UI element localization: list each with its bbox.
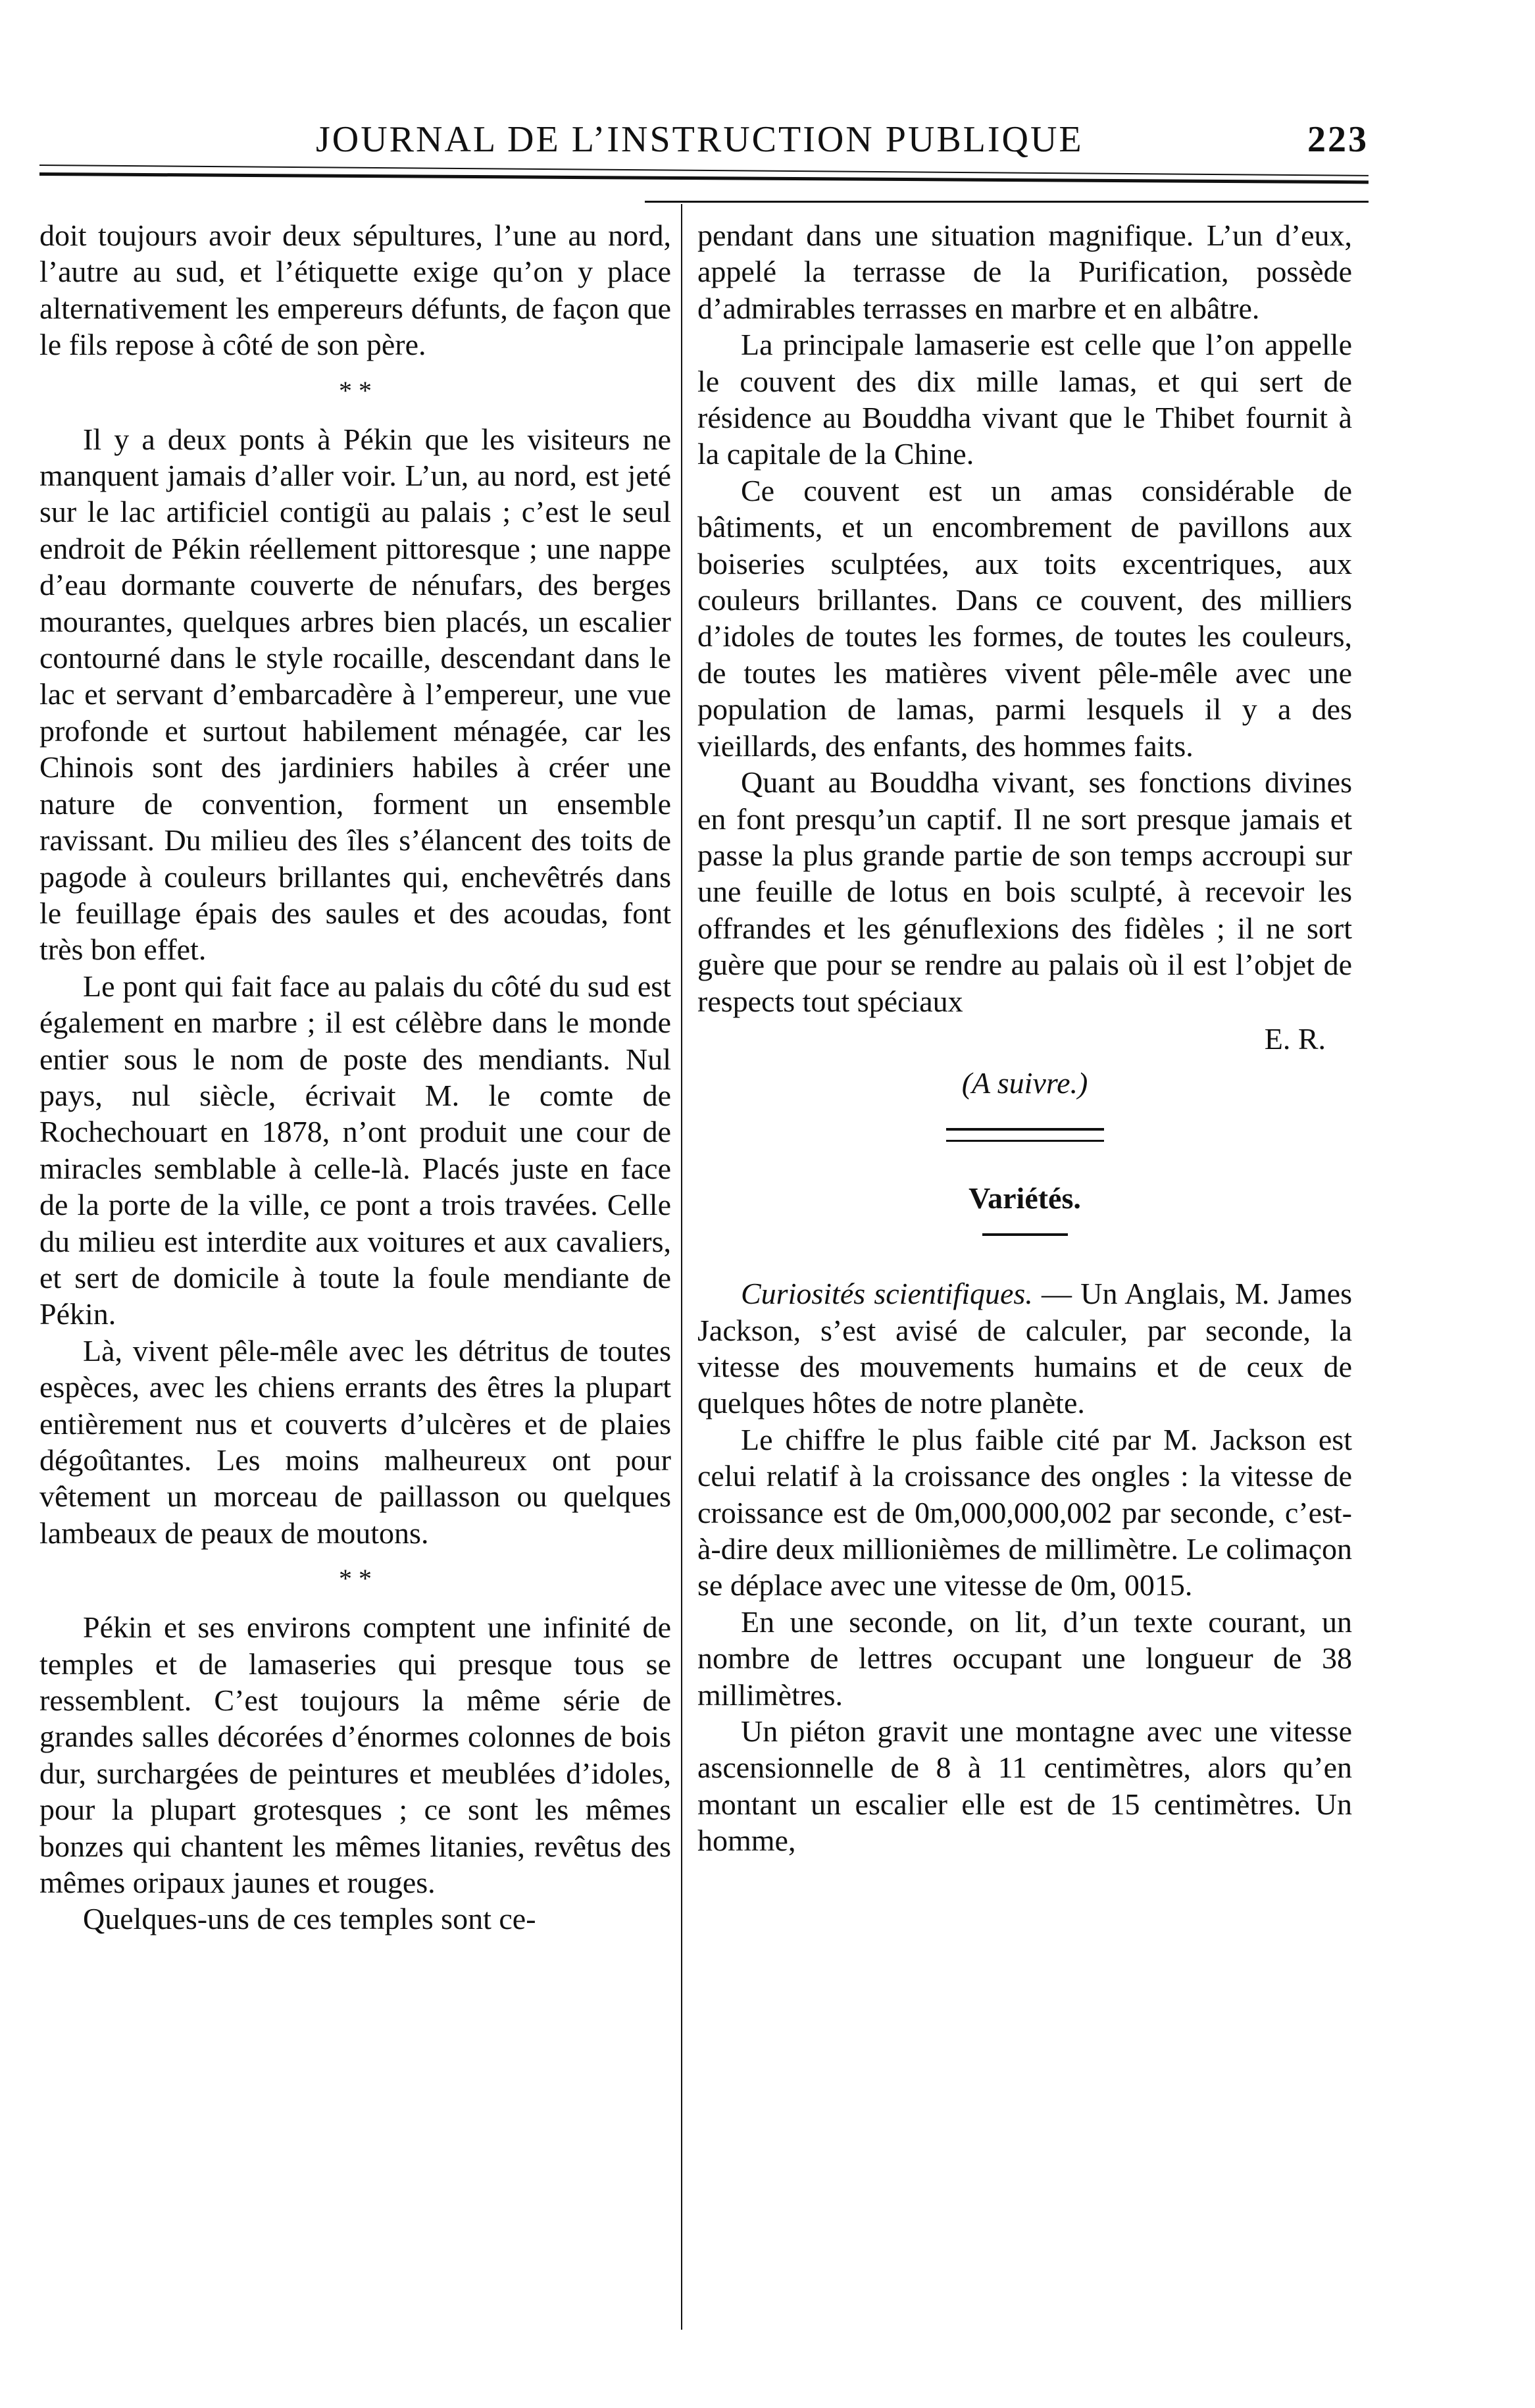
left-paragraph-4: Là, vivent pêle-mêle avec les détritus de toutes espèces, avec les chiens errants des êtres la plupart entièrement nus et couverts d’ulcères et de plaies dégoûtantes. Les moins malheureux ont pour vêtement un morceau de paillasson ou quelques lambeaux de peaux de moutons. — [39, 1333, 671, 1550]
header-rule-bottom — [645, 201, 1369, 203]
left-paragraph-5: Pékin et ses environs comptent une infinité de temples et de lamaseries qui presque tous se ressemblent. C’est toujours la même série de grandes salles décorées d’énormes colonnes de bois dur, surchargées de peintures et meublées d’idoles, pour la plupart grotesques ; ce sont les mêmes bonzes qui chantent les mêmes litanies, revêtus des mêmes oripaux jaunes et rouges. — [39, 1610, 671, 1900]
right-paragraph-3: Ce couvent est un amas considérable de bâtiments, et un encombrement de pavillons aux boiseries sculptées, aux toits excentriques, aux couleurs brillantes. Dans ce couvent, des milliers d’idoles de toutes les formes, de toutes les couleurs, de toutes les matières vivent pêle-mêle avec une population de lamas, parmi lesquels il y a des vieillards, des enfants, des hommes faits. — [697, 473, 1352, 763]
short-rule — [982, 1233, 1068, 1236]
right-paragraph-2: La principale lamaserie est celle que l’on appelle le couvent des dix mille lamas, et qui sert de résidence au Bouddha vivant que le Thibet fournit à la capitale de la Chine. — [697, 328, 1352, 471]
left-paragraph-6: Quelques-uns de ces temples sont ce- — [83, 1902, 536, 1936]
column-divider — [681, 204, 682, 2330]
section-title: Variétés. — [969, 1181, 1081, 1215]
right-paragraph-8: Un piéton gravit une montagne avec une vitesse ascensionnelle de 8 à 11 centimètres, alors qu’en montant un escalier elle est de 15 centimètres. Un homme, — [697, 1714, 1352, 1858]
section-break-stars — [39, 375, 671, 405]
article-lead-text: — Un Anglais, M. James Jackson, s’est avisé de calculer, par seconde, la vitesse des mouvements humains et de ceux de quelques hôtes de notre planète. — [697, 1277, 1352, 1420]
left-paragraph-1: doit toujours avoir deux sépultures, l’une au nord, l’autre au sud, et l’étiquette exige qu’on y place alternativement les empereurs défunts, de façon que le fils repose à côté de son père. — [39, 218, 671, 362]
stars-glyph: * * — [339, 375, 372, 405]
right-paragraph-4: Quant au Bouddha vivant, ses fonctions divines en font presqu’un captif. Il ne sort presque jamais et passe la plus grande partie de son temps accroupi sur une feuille de lotus en bois sculpté, à recevoir les offrandes et les génuflexions des fidèles ; il ne sort guère que pour se rendre au palais où il est l’objet de respects tout spéciaux — [697, 765, 1352, 1018]
right-paragraph-1: pendant dans une situation magnifique. L’un d’eux, appelé la terrasse de la Purification, possède d’admirables terrasses en marbre et en albâtre. — [697, 218, 1352, 325]
author-signature: E. R. — [1264, 1021, 1326, 1056]
to-be-continued: (A suivre.) — [961, 1066, 1088, 1100]
right-paragraph-5 — [697, 1275, 1352, 1422]
page-number: 223 — [1307, 119, 1369, 160]
right-paragraph-6: Le chiffre le plus faible cité par M. Jackson est celui relatif à la croissance des ongles : la vitesse de croissance est de 0m,000,000,002 par seconde, c’est-à-dire deux millionièmes de millimètre. Le colimaçon se déplace avec une vitesse de 0m, 0015. — [697, 1422, 1352, 1602]
left-paragraph-2: Il y a deux ponts à Pékin que les visiteurs ne manquent jamais d’aller voir. L’un, au nord, est jeté sur le lac artificiel contigü au palais ; c’est le seul endroit de Pékin réellement pittoresque ; une nappe d’eau dormante couverte de nénufars, des berges mourantes, quelques arbres bien placés, un escalier contourné dans le style rocaille, descendant dans le lac et servant d’embarcadère à l’empereur, une vue profonde et surtout habilement ménagée, car les Chinois sont des jardiniers habiles à créer une nature de convention, forment un ensemble ravissant. Du milieu des îles s’élancent des toits de pagode à couleurs brillantes qui, enchevêtrés dans le feuillage épais des saules et des acoudas, font très bon effet. — [39, 422, 671, 967]
left-column — [39, 217, 671, 1937]
section-break-stars — [39, 1566, 671, 1592]
left-paragraph-3: Le pont qui fait face au palais du côté du sud est également en marbre ; il est célèbre dans le monde entier sous le nom de poste des mendiants. Nul pays, nul siècle, écrivait M. le comte de Rochechouart en 1878, n’ont produit une cour de miracles semblable à celle-là. Placés juste en face de la porte de la ville, ce pont a trois travées. Celle du milieu est interdite aux voitures et aux cavaliers, et sert de domicile à toute la foule mendiante de Pékin. — [39, 969, 671, 1331]
stars-glyph: * * — [339, 1564, 372, 1594]
journal-title: JOURNAL DE L’INSTRUCTION PUBLIQUE — [316, 119, 1084, 160]
running-header — [39, 118, 1369, 171]
right-paragraph-7: En une seconde, on lit, d’un texte courant, un nombre de lettres occupant une longueur de 38 millimètres. — [697, 1604, 1352, 1712]
article-lead: Curiosités scientifiques. — [741, 1277, 1033, 1311]
right-column — [697, 217, 1352, 1859]
double-rule-divider — [946, 1128, 1104, 1142]
